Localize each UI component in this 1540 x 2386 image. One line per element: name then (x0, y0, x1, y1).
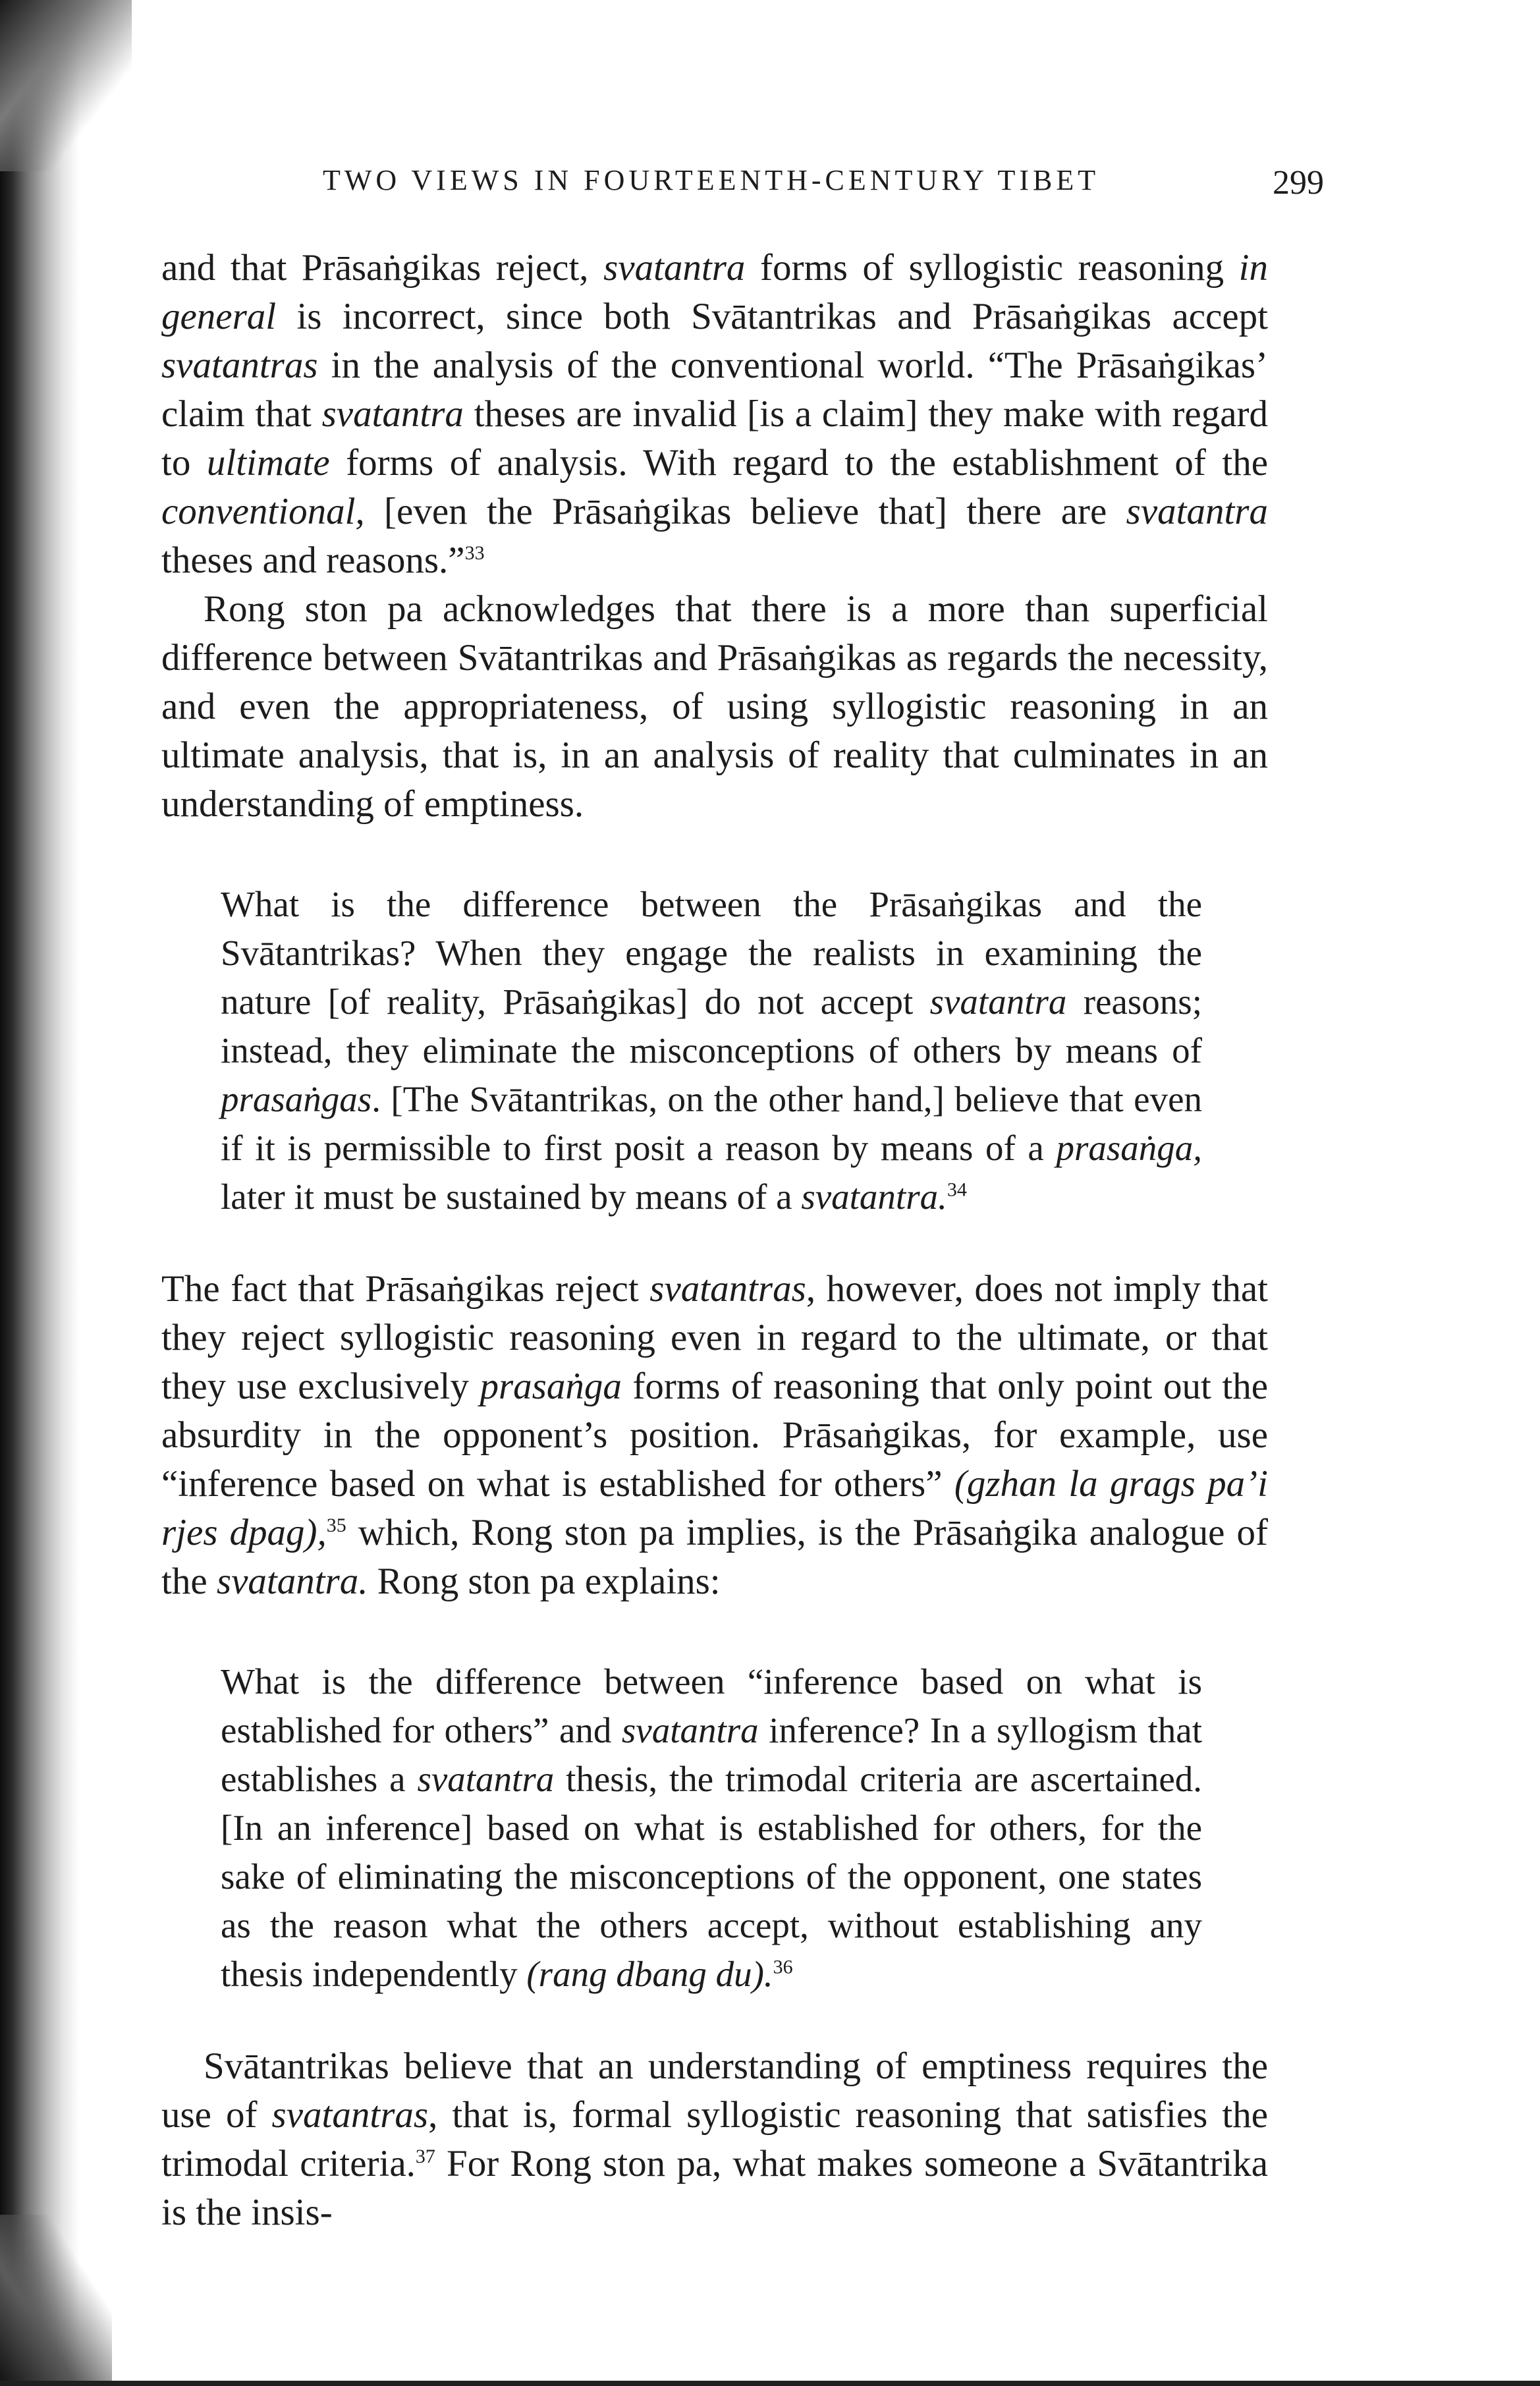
italic-term: prasaṅgas (221, 1079, 372, 1119)
text-run: Svātantrikas believe that an understanding of emptiness requires the use of (161, 2045, 1268, 2136)
text-run: theses and reasons.” (161, 540, 465, 581)
text-run: The fact that Prāsaṅgikas reject (161, 1268, 650, 1310)
italic-term: svatantra (1126, 491, 1268, 532)
text-run: forms of syllogistic reasoning (745, 247, 1239, 289)
text-run: inference? In a syllogism that establishes a (221, 1710, 1202, 1799)
text-run: forms of reasoning that only point out the absurdity in the opponent’s position. Prāsaṅgikas, for example, use “inference based on what is established for others” (161, 1366, 1268, 1505)
italic-term: conventional, (161, 491, 365, 532)
footnote-marker: 33 (464, 542, 485, 564)
spine-shadow-bottom (0, 2215, 112, 2386)
italic-term: svatantra. (801, 1177, 947, 1217)
text-run: , that is, formal syllogistic reasoning that satisfies the trimodal criteria. (161, 2094, 1268, 2184)
text-run: theses are invalid [is a claim] they make with regard to (161, 393, 1268, 484)
page-header (323, 163, 1324, 209)
italic-term: ultimate (206, 442, 330, 484)
text-run: later it must be sustained by means of a (221, 1177, 802, 1217)
italic-term: svatantras (649, 1268, 806, 1310)
italic-term: svatantra (621, 1710, 759, 1750)
text-run: What is the difference between “inference based on what is established for others” and (221, 1661, 1202, 1750)
text-run: thesis, the trimodal criteria are ascertained. [In an inference] based on what is established for others, for the sake of eliminating the misconceptions of the opponent, one states as the reason what the others accept, without establishing any thesis independently (221, 1759, 1202, 1994)
running-head: TWO VIEWS IN FOURTEENTH-CENTURY TIBET (323, 164, 1100, 196)
footnote-marker: 37 (415, 2146, 435, 2167)
italic-term: svatantra (321, 393, 464, 435)
paragraph-2: Rong ston pa acknowledges that there is a more than superficial difference between Svātantrikas and Prāsaṅgikas as regards the necessity, and even the appropriateness, of using syllogistic reasoning in an ultimate analysis, that is, in an analysis of reality that culminates in an understanding of emptiness. (161, 588, 1268, 825)
footnote-marker: 34 (947, 1179, 967, 1201)
text-run: [even the Prāsaṅgikas believe that] there are (364, 491, 1126, 532)
block-quote-2 (221, 1657, 1202, 1999)
italic-term: in general (161, 247, 1268, 337)
text-run: For Rong ston pa, what makes someone a Svātantrika is the insis- (161, 2143, 1268, 2233)
italic-term: svatantra (929, 982, 1067, 1022)
italic-term: prasaṅga (480, 1366, 622, 1407)
italic-term: svatantra (417, 1759, 555, 1799)
italic-term: svatantra. (216, 1561, 368, 1602)
text-run: in the analysis of the conventional world. “The Prāsaṅgikas’ claim that (161, 345, 1268, 435)
text-run: which, Rong ston pa implies, is the Prāsaṅgika analogue of the (161, 1512, 1268, 1602)
paragraph-3 (161, 1265, 1268, 1606)
scan-bottom-edge (0, 2381, 1540, 2386)
italic-term: svatantra (603, 247, 746, 289)
paragraph-1 (161, 244, 1268, 585)
text-run: What is the difference between the Prāsaṅgikas and the Svātantrikas? When they engage the realists in examining the nature [of reality, Prāsaṅgikas] do not accept (221, 884, 1202, 1022)
paragraph-4 (161, 2042, 1268, 2237)
italic-term: (rang dbang du). (526, 1954, 773, 1994)
text-run: , however, does not imply that they reject syllogistic reasoning even in regard to the ultimate, or that they use exclusively (161, 1268, 1269, 1407)
italic-term: (gzhan la grags pa’i rjes dpag), (161, 1463, 1269, 1553)
text-run: . [The Svātantrikas, on the other hand,] believe that even if it is permissible to first posit a reason by means of a (221, 1079, 1202, 1168)
text-run: Rong ston pa explains: (368, 1561, 721, 1602)
text-run: forms of analysis. With regard to the establishment of the (329, 442, 1268, 484)
text-run: is incorrect, since both Svātantrikas and Prāsaṅgikas accept (276, 296, 1268, 337)
spine-shadow-top (0, 0, 132, 171)
book-spine-shadow (0, 0, 79, 2386)
footnote-marker: 36 (773, 1956, 793, 1978)
block-quote-1 (221, 880, 1202, 1221)
text-run: reasons; instead, they eliminate the misconceptions of others by means of (221, 982, 1202, 1070)
page-number: 299 (1273, 164, 1324, 202)
body-text (161, 244, 1268, 2237)
text-run: and that Prāsaṅgikas reject, (161, 247, 604, 289)
italic-term: svatantras (161, 345, 318, 386)
italic-term: prasaṅga, (1056, 1128, 1202, 1168)
footnote-marker: 35 (326, 1514, 346, 1536)
italic-term: svatantras (271, 2094, 429, 2136)
